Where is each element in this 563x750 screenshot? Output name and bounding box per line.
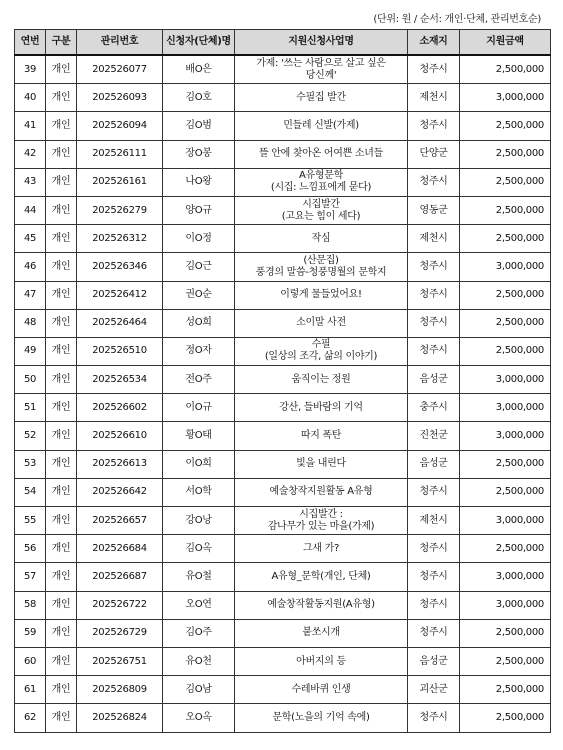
cell-location: 청주시	[408, 337, 460, 365]
cell-no: 41	[15, 112, 46, 140]
cell-code: 202526824	[77, 704, 163, 732]
cell-applicant: 서O학	[163, 478, 235, 506]
project-line: 예술창작지원활동 A유형	[269, 486, 373, 498]
project-line: 아버지의 등	[296, 655, 346, 667]
cell-amount: 2,500,000	[460, 225, 551, 253]
cell-code: 202526534	[77, 366, 163, 394]
cell-code: 202526111	[77, 140, 163, 168]
cell-no: 39	[15, 55, 46, 84]
table-row	[15, 478, 551, 506]
cell-project	[235, 225, 408, 253]
cell-location: 제천시	[408, 507, 460, 535]
cell-applicant: 배O은	[163, 55, 235, 84]
cell-project	[235, 676, 408, 704]
project-line: 문학(노을의 기억 속에)	[272, 711, 370, 723]
cell-code: 202526464	[77, 309, 163, 337]
cell-location: 영동군	[408, 196, 460, 224]
cell-amount: 2,500,000	[460, 196, 551, 224]
cell-project	[235, 253, 408, 281]
cell-applicant: 이O규	[163, 394, 235, 422]
cell-no: 42	[15, 140, 46, 168]
cell-no: 52	[15, 422, 46, 450]
cell-code: 202526094	[77, 112, 163, 140]
cell-location: 청주시	[408, 619, 460, 647]
project-line: 작심	[311, 232, 331, 244]
project-line: 민들레 신발(가제)	[283, 119, 359, 131]
table-row	[15, 535, 551, 563]
table-header-row	[15, 30, 551, 56]
project-line: A유형_문학(개인, 단체)	[271, 570, 371, 582]
cell-project	[235, 591, 408, 619]
cell-project	[235, 55, 408, 84]
project-line: (시집: 느낌표에게 묻다)	[270, 182, 372, 194]
cell-amount: 3,000,000	[460, 507, 551, 535]
cell-no: 54	[15, 478, 46, 506]
cell-location: 청주시	[408, 112, 460, 140]
cell-location: 음성군	[408, 647, 460, 675]
table-row	[15, 309, 551, 337]
project-line: A유형문학	[299, 170, 343, 182]
cell-type: 개인	[46, 647, 77, 675]
cell-location: 청주시	[408, 55, 460, 84]
cell-no: 45	[15, 225, 46, 253]
cell-amount: 3,000,000	[460, 366, 551, 394]
cell-project	[235, 366, 408, 394]
cell-no: 40	[15, 84, 46, 112]
cell-code: 202526312	[77, 225, 163, 253]
cell-project	[235, 619, 408, 647]
project-line: 수필집 발간	[296, 91, 346, 103]
cell-code: 202526077	[77, 55, 163, 84]
cell-amount: 2,500,000	[460, 309, 551, 337]
project-line: (산문집)	[303, 254, 339, 266]
cell-applicant: 김O남	[163, 676, 235, 704]
project-line: 예술창작활동지원(A유형)	[267, 599, 375, 611]
cell-location: 청주시	[408, 591, 460, 619]
cell-project	[235, 196, 408, 224]
cell-project	[235, 168, 408, 196]
cell-project	[235, 140, 408, 168]
table-row	[15, 84, 551, 112]
cell-code: 202526346	[77, 253, 163, 281]
table-row	[15, 704, 551, 732]
cell-amount: 3,000,000	[460, 591, 551, 619]
cell-amount: 2,500,000	[460, 676, 551, 704]
cell-type: 개인	[46, 196, 77, 224]
table-row	[15, 225, 551, 253]
cell-applicant: 강O낭	[163, 507, 235, 535]
cell-applicant: 김O주	[163, 619, 235, 647]
header-project: 지원신청사업명	[235, 30, 408, 56]
table-body	[15, 55, 551, 732]
cell-type: 개인	[46, 366, 77, 394]
cell-applicant: 오O연	[163, 591, 235, 619]
cell-location: 청주시	[408, 563, 460, 591]
cell-amount: 3,000,000	[460, 563, 551, 591]
header-no: 연번	[15, 30, 46, 56]
cell-code: 202526610	[77, 422, 163, 450]
table-row	[15, 366, 551, 394]
cell-location: 음성군	[408, 366, 460, 394]
cell-project	[235, 281, 408, 309]
cell-no: 48	[15, 309, 46, 337]
table-row	[15, 450, 551, 478]
cell-amount: 2,500,000	[460, 337, 551, 365]
cell-project	[235, 704, 408, 732]
cell-code: 202526161	[77, 168, 163, 196]
cell-type: 개인	[46, 619, 77, 647]
cell-project	[235, 647, 408, 675]
cell-applicant: 나O왕	[163, 168, 235, 196]
cell-location: 청주시	[408, 281, 460, 309]
cell-applicant: 김O옥	[163, 535, 235, 563]
project-line: 가제: '쓰는 사람으로 살고 싶은	[256, 57, 386, 69]
cell-amount: 2,500,000	[460, 450, 551, 478]
cell-type: 개인	[46, 84, 77, 112]
cell-type: 개인	[46, 591, 77, 619]
table-row	[15, 253, 551, 281]
project-line: 수필	[311, 339, 331, 351]
cell-location: 청주시	[408, 309, 460, 337]
cell-amount: 3,000,000	[460, 394, 551, 422]
cell-applicant: 유O철	[163, 563, 235, 591]
cell-amount: 2,500,000	[460, 647, 551, 675]
project-line: (일상의 조각, 삶의 이야기)	[264, 351, 378, 363]
cell-location: 진천군	[408, 422, 460, 450]
cell-type: 개인	[46, 225, 77, 253]
cell-code: 202526657	[77, 507, 163, 535]
cell-applicant: 권O순	[163, 281, 235, 309]
cell-applicant: 김O호	[163, 84, 235, 112]
cell-project	[235, 84, 408, 112]
cell-code: 202526093	[77, 84, 163, 112]
cell-project	[235, 450, 408, 478]
cell-no: 61	[15, 676, 46, 704]
table-row	[15, 647, 551, 675]
cell-project	[235, 112, 408, 140]
cell-type: 개인	[46, 535, 77, 563]
cell-no: 43	[15, 168, 46, 196]
cell-location: 제천시	[408, 84, 460, 112]
cell-location: 제천시	[408, 225, 460, 253]
header-type: 구분	[46, 30, 77, 56]
cell-amount: 2,500,000	[460, 704, 551, 732]
cell-applicant: 성O희	[163, 309, 235, 337]
table-row	[15, 55, 551, 84]
cell-project	[235, 394, 408, 422]
cell-no: 47	[15, 281, 46, 309]
unit-note: (단위: 원 / 순서: 개인·단체, 관리번호순)	[373, 14, 541, 25]
cell-no: 53	[15, 450, 46, 478]
cell-code: 202526684	[77, 535, 163, 563]
table-row	[15, 168, 551, 196]
cell-location: 충주시	[408, 394, 460, 422]
cell-no: 60	[15, 647, 46, 675]
cell-location: 단양군	[408, 140, 460, 168]
cell-location: 청주시	[408, 704, 460, 732]
cell-applicant: 양O규	[163, 196, 235, 224]
project-line: 소이말 사전	[296, 317, 346, 329]
cell-project	[235, 535, 408, 563]
cell-applicant: 황O태	[163, 422, 235, 450]
table-row	[15, 337, 551, 365]
cell-project	[235, 422, 408, 450]
table-row	[15, 112, 551, 140]
table-row	[15, 507, 551, 535]
grant-table	[14, 29, 551, 733]
cell-type: 개인	[46, 450, 77, 478]
cell-no: 58	[15, 591, 46, 619]
cell-type: 개인	[46, 337, 77, 365]
header-amount: 지원금액	[460, 30, 551, 56]
cell-applicant: 오O옥	[163, 704, 235, 732]
cell-code: 202526722	[77, 591, 163, 619]
header-applicant: 신청자(단체)명	[163, 30, 235, 56]
cell-location: 청주시	[408, 478, 460, 506]
cell-type: 개인	[46, 507, 77, 535]
cell-project	[235, 309, 408, 337]
project-line: 수레바퀴 인생	[291, 683, 351, 695]
table-row	[15, 394, 551, 422]
table-row	[15, 281, 551, 309]
cell-type: 개인	[46, 478, 77, 506]
cell-amount: 2,500,000	[460, 478, 551, 506]
header-location: 소재지	[408, 30, 460, 56]
cell-no: 49	[15, 337, 46, 365]
cell-type: 개인	[46, 140, 77, 168]
project-line: 붙쏘시개	[302, 627, 340, 639]
cell-code: 202526642	[77, 478, 163, 506]
project-line: 뜰 안에 찾아온 어여쁜 소녀들	[259, 148, 383, 160]
cell-amount: 2,500,000	[460, 55, 551, 84]
cell-no: 50	[15, 366, 46, 394]
cell-code: 202526613	[77, 450, 163, 478]
cell-amount: 2,500,000	[460, 619, 551, 647]
cell-applicant: 장O봉	[163, 140, 235, 168]
project-line: 따지 폭탄	[300, 430, 342, 442]
project-line: 풍경의 말씀-청풍명월의 문학지	[255, 266, 387, 278]
cell-amount: 2,500,000	[460, 140, 551, 168]
cell-no: 44	[15, 196, 46, 224]
cell-applicant: 이O희	[163, 450, 235, 478]
cell-code: 202526809	[77, 676, 163, 704]
cell-applicant: 이O정	[163, 225, 235, 253]
project-line: 빛을 내린다	[296, 458, 346, 470]
cell-code: 202526412	[77, 281, 163, 309]
project-line: 강산, 들바람의 기억	[279, 401, 363, 413]
cell-applicant: 전O주	[163, 366, 235, 394]
project-line: 그새 가?	[303, 542, 339, 554]
cell-project	[235, 507, 408, 535]
cell-type: 개인	[46, 309, 77, 337]
header-code: 관리번호	[77, 30, 163, 56]
cell-location: 괴산군	[408, 676, 460, 704]
cell-type: 개인	[46, 676, 77, 704]
project-line: 당신께'	[305, 69, 337, 81]
cell-type: 개인	[46, 55, 77, 84]
cell-applicant: 김O근	[163, 253, 235, 281]
table-row	[15, 140, 551, 168]
project-line: 이렇게 물들었어요!	[280, 289, 362, 301]
cell-amount: 3,000,000	[460, 253, 551, 281]
cell-no: 57	[15, 563, 46, 591]
cell-applicant: 정O자	[163, 337, 235, 365]
cell-no: 55	[15, 507, 46, 535]
cell-no: 56	[15, 535, 46, 563]
cell-type: 개인	[46, 563, 77, 591]
cell-applicant: 유O천	[163, 647, 235, 675]
cell-type: 개인	[46, 253, 77, 281]
cell-type: 개인	[46, 394, 77, 422]
cell-amount: 2,500,000	[460, 535, 551, 563]
table-row	[15, 591, 551, 619]
cell-code: 202526510	[77, 337, 163, 365]
cell-type: 개인	[46, 422, 77, 450]
cell-type: 개인	[46, 281, 77, 309]
table-row	[15, 196, 551, 224]
cell-type: 개인	[46, 112, 77, 140]
cell-no: 46	[15, 253, 46, 281]
cell-project	[235, 478, 408, 506]
cell-project	[235, 337, 408, 365]
cell-amount: 3,000,000	[460, 422, 551, 450]
cell-amount: 2,500,000	[460, 168, 551, 196]
project-line: 시집발간 :	[299, 508, 343, 520]
cell-amount: 3,000,000	[460, 84, 551, 112]
cell-location: 음성군	[408, 450, 460, 478]
cell-applicant: 김O범	[163, 112, 235, 140]
cell-code: 202526279	[77, 196, 163, 224]
cell-type: 개인	[46, 704, 77, 732]
cell-code: 202526729	[77, 619, 163, 647]
cell-no: 51	[15, 394, 46, 422]
table-row	[15, 676, 551, 704]
project-line: 움직이는 정원	[291, 373, 351, 385]
cell-amount: 2,500,000	[460, 281, 551, 309]
table-row	[15, 619, 551, 647]
cell-no: 59	[15, 619, 46, 647]
cell-location: 청주시	[408, 535, 460, 563]
project-line: 시집발간	[302, 198, 340, 210]
cell-code: 202526602	[77, 394, 163, 422]
cell-code: 202526687	[77, 563, 163, 591]
cell-project	[235, 563, 408, 591]
cell-amount: 2,500,000	[460, 112, 551, 140]
cell-location: 청주시	[408, 253, 460, 281]
cell-location: 청주시	[408, 168, 460, 196]
cell-code: 202526751	[77, 647, 163, 675]
project-line: (고요는 힘이 세다)	[281, 210, 361, 222]
project-line: 감나무가 있는 마을(가제)	[267, 520, 375, 532]
cell-no: 62	[15, 704, 46, 732]
cell-type: 개인	[46, 168, 77, 196]
table-row	[15, 563, 551, 591]
table-row	[15, 422, 551, 450]
